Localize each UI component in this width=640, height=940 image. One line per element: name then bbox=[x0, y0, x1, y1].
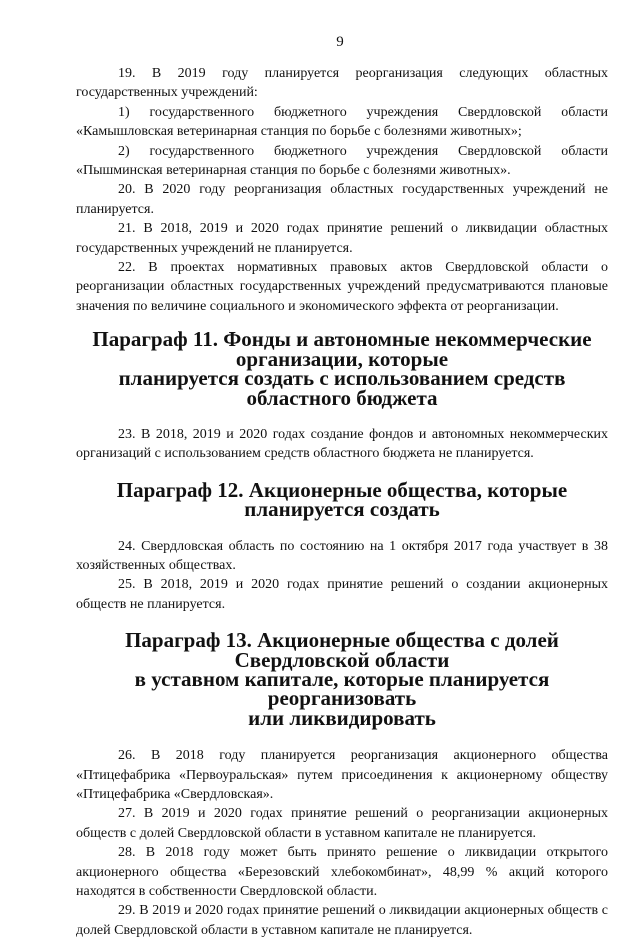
item-28: 28. В 2018 году может быть принято решение о ликвидации открытого акционерного общества «Березовский хлебокомбинат», 48,99 % акций которого находятся в собственности Свердловской области. bbox=[76, 845, 608, 900]
item-19: 19. В 2019 году планируется реорганизация следующих областных государственных учреждений: bbox=[76, 66, 608, 101]
item-26: 26. В 2018 году планируется реорганизация акционерного общества «Птицефабрика «Первоуральская» путем присоединения к акционерному обществу «Птицефабрика «Свердловская». bbox=[76, 748, 608, 802]
heading-line: Параграф 11. Фонды и автономные некоммерческие организации, которые bbox=[92, 327, 592, 371]
heading-line: или ликвидировать bbox=[248, 705, 436, 730]
heading-line: планируется создать с использованием средств областного бюджета bbox=[118, 366, 566, 410]
item-25: 25. В 2018, 2019 и 2020 годах принятие решений о создании акционерных обществ не планируется. bbox=[76, 577, 608, 612]
paragraph-13-heading bbox=[76, 628, 608, 730]
paragraph-12-heading bbox=[76, 477, 608, 522]
paragraph-11-heading bbox=[76, 327, 608, 410]
page-content bbox=[76, 64, 608, 940]
item-19-sub-1: 1) государственного бюджетного учреждения Свердловской области «Камышловская ветеринарная станция по борьбе с болезнями животных»; bbox=[76, 104, 608, 140]
item-24: 24. Свердловская область по состоянию на 1 октября 2017 года участвует в 38 хозяйственных обществах. bbox=[76, 538, 608, 573]
item-22: 22. В проектах нормативных правовых актов Свердловской области о реорганизации областных государственных учреждений предусматриваются плановые значения по величине социального и экономического эффекта от реорганизации. bbox=[76, 260, 608, 314]
item-21: 21. В 2018, 2019 и 2020 годах принятие решений о ликвидации областных государственных учреждений не планируется. bbox=[76, 221, 608, 256]
item-27: 27. В 2019 и 2020 годах принятие решений о реорганизации акционерных обществ с долей Свердловской области в уставном капитале не планируется. bbox=[76, 806, 608, 841]
item-19-sub-2: 2) государственного бюджетного учреждения Свердловской области «Пышминская ветеринарная станция по борьбе с болезнями животных». bbox=[76, 143, 608, 179]
item-20: 20. В 2020 году реорганизация областных государственных учреждений не планируется. bbox=[76, 182, 608, 217]
heading-line: в уставном капитале, которые планируется реорганизовать bbox=[134, 666, 550, 711]
heading-line: Параграф 12. Акционерные общества, которые планируется создать bbox=[116, 477, 568, 522]
item-29: 29. В 2019 и 2020 годах принятие решений о ликвидации акционерных обществ с долей Свердловской области в уставном капитале не планируется. bbox=[76, 903, 608, 938]
heading-line: Параграф 13. Акционерные общества с долей Свердловской области bbox=[125, 628, 559, 672]
item-23: 23. В 2018, 2019 и 2020 годах создание фондов и автономных некоммерческих организаций с использованием средств областного бюджета не планируется. bbox=[76, 426, 608, 462]
page-number: 9 bbox=[336, 34, 344, 50]
